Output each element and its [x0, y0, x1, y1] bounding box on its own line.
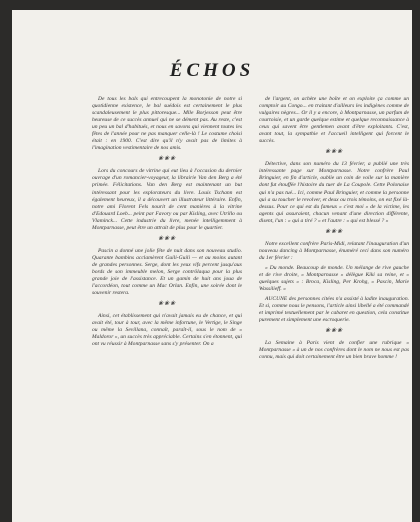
- article-paragraph: Ainsi, cet établissement qui n'avait jamais eu de chance, et qui avait été, tour à tour, avec la même infortune, le Vertige, le Singe ou même la Sevillana, connaît, paraît-il, sous le nom de « Maldoror », un succès très appréciable. Certains s'en étonnent, qui ont vu réussir à Montparnasse sans s'y présenter. On a: [92, 313, 242, 348]
- left-column: [92, 96, 242, 516]
- right-column: [259, 96, 409, 516]
- section-separator: ❀❀❀: [157, 301, 177, 308]
- page-title: ÉCHOS: [169, 60, 255, 81]
- section-separator: ❀❀❀: [324, 228, 344, 235]
- magazine-page: [12, 10, 412, 522]
- article-paragraph: « Du monde. Beaucoup de monde. Un mélange de rive gauche et de rive droite, « Montparnasse » délègue Kiki sa reine, et « quelques sujets » : Broca, Kisling, Per Krohg, « Pascin, Marie Wassilieff. »: [259, 264, 409, 293]
- article-paragraph: Lors du concours de vitrine qui eut lieu à l'occasion du dernier ouvrage d'un romancier-voyageur, la librairie Van den Berg a été primée. Félicitations. Van den Berg est maintenant un but intéressant pour les explorateurs du livre. Louis Tschann est également heureux, il a découvert un illustrateur littéraire. Enfin, notre ami Florent Fels nourit de cent manières à la vitrine d'Edouard Loeb... peint par Favory ou par Kisling, avec Utrillo ou Vlaminck... Cette industrie du livre, menée intelligemment à Montparnasse, peut être un attrait de plus pour le quartier.: [92, 168, 242, 231]
- article-paragraph: Notre excellent confrère Paris-Midi, relatant l'inauguration d'un nouveau dancing à Montparnasse, énuméré ceci dans son numéro du 1er février :: [259, 240, 409, 261]
- section-separator: ❀❀❀: [324, 328, 344, 335]
- article-paragraph: De tous les bals qui entrecoupent la monotonie de notre si quotidienne existence, le bal suédois est certainement le plus scandaleusement le plus pittoresque... Mlle Borjesson peut être heureuse de ce succès annuel qui ne se dément pas. Au reste, c'est un peu un bal d'habitués, et nous en savons qui viennent toutes les fêtes de l'année pour ne pas manquer celle-là ! Le costume choisi était : en 1900. C'est dire qu'il n'y avait pas de limites à l'imagination vestimentaire de nos amis.: [92, 96, 242, 152]
- article-paragraph: AUCUNE des personnes citées n'a assisté à ladite inauguration. Et si, comme nous le pensons, l'article ainsi libellé a été commandé et imprimé textuellement par le cabaret en question, cela constitue purement et simplement une escroquerie.: [259, 296, 409, 324]
- section-separator: ❀❀❀: [324, 149, 344, 156]
- article-paragraph: de l'argent, on achète une boîte et on exploite ça comme un comptoir au Congo... en traitant d'ailleurs les indigènes comme de vulgaires nègres... Or il y a encore, à Montparnasse, un parfum de courtoisie, et un garde quelque estime et quelque reconnaissance à ceux qui savent être gentlemen avant d'être exploitants. C'est, avant tout, la sympathie et l'accueil intelligent qui forcent le succès.: [259, 96, 409, 145]
- article-paragraph: La Semaine à Paris vient de confier une rubrique « Montparnasse » à un de nos confrères dont le nom ne nous est pas connu, mais qui doit certainement être un bien brave homme !: [259, 340, 409, 361]
- section-separator: ❀❀❀: [157, 156, 177, 163]
- article-paragraph: Détective, dans son numéro du 13 février, a publié une très intéressante page sur Montparnasse. Notre confrère Paul Bringuier, en fin d'article, oublie un coin de voile sur la manière dont fut étouffée l'histoire du tuer de La Coupole. Cette Polonaise qui n'a pas tué... Ici, comme Paul Bringuier, et comme la personne qui a su toucher le revolver, et deux ou trois témoins, on est fixé là-dessus. Pour ce qui est du fameux « c'est moi » de la victime, les agents qui assuraient, chacun venant d'une direction différente, disent, l'un : « qui a tiré ? » et l'autre : « qui est blessé ? »: [259, 161, 409, 224]
- section-separator: ❀❀❀: [157, 235, 177, 242]
- article-paragraph: Pascin a donné une jolie fête de nuit dans son nouveau studio. Quarante bambins acclamèrent Guili-Guili — et au moins autant de grandes personnes. Serge, dont les yeux vifs percent jusqu'aux bords de son immeuble melon, Serge contrôlaqua pour la plus grande joie de l'assistance. Et un gamin de huit ans joua de l'accordéon, tout comme un Mac Orlan. Enfin, une soirée dont le souvenir restera.: [92, 247, 242, 297]
